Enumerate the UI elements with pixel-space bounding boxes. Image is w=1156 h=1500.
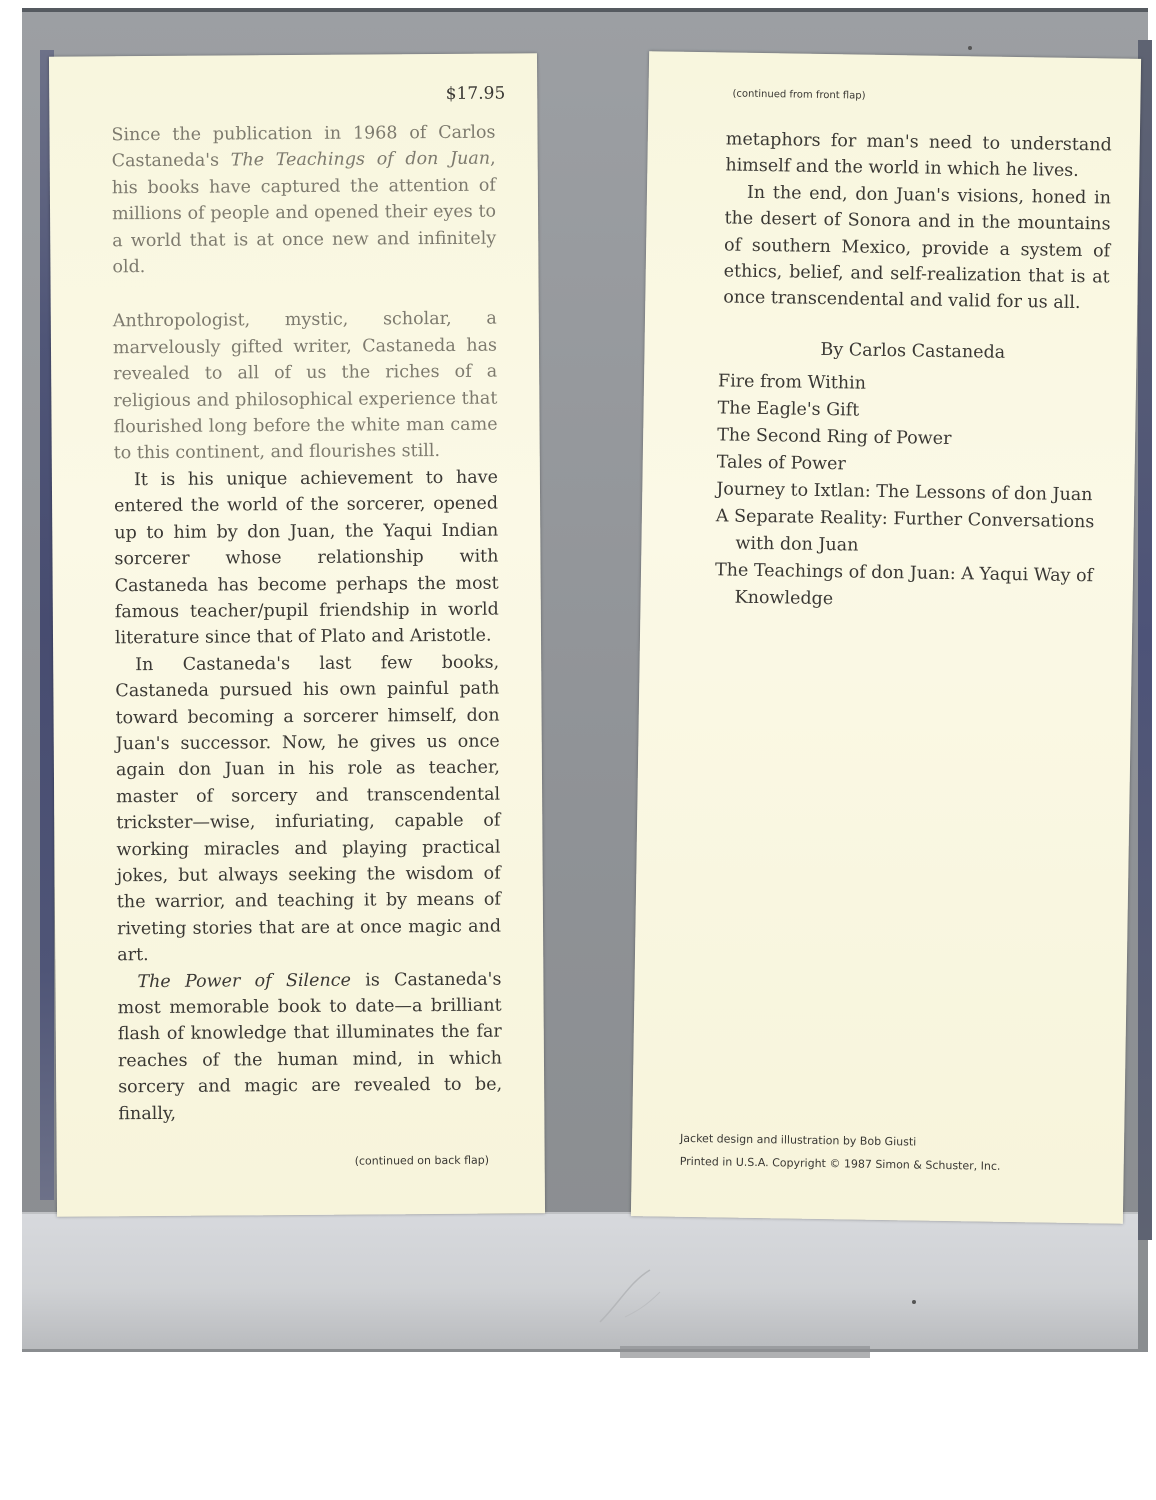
jacket-edge-right — [1138, 40, 1152, 1240]
continued-from-front-flap: (continued from front flap) — [732, 88, 866, 102]
credits — [680, 1127, 1001, 1178]
paragraph-in-the-end: In the end, don Juan's visions, honed in the desert of Sonora and in the mountains of southern Mexico, provide a system of ethics, belief, and self-realization that is at once transcendental and valid for us all. — [723, 182, 1112, 314]
paragraph-last-books: In Castaneda's last few books, Castaneda pursued his own painful path toward becoming a sorcerer himself, don Juan's successor. Now, he gives us once again don Juan in his role as teacher, master of sorcery and transcendental trickster—wise, infuriating, capable of working miracles and playing practical jokes, but always seeking the wisdom of the warrior, and teaching it by means of riveting stories that are at once magic and art. — [115, 652, 502, 966]
paragraph-intro: Since the publication in 1968 of Carlos Castaneda's The Teachings of don Juan, his books have captured the attention of millions of people and opened their eyes to a world that is at once new and infinitely old. — [111, 122, 497, 278]
book-list — [714, 368, 1118, 617]
paragraph-anthropologist: Anthropologist, mystic, scholar, a marvelously gifted writer, Castaneda has revealed to all of us the riches of a religious and philosophical experience that flourished long before the white man came to this continent, and flourishes still. — [112, 309, 498, 464]
copyright-line: Printed in U.S.A. Copyright © 1987 Simon & Schuster, Inc. — [679, 1154, 1001, 1173]
paragraph-power-of-silence: The Power of Silence is Castaneda's most memorable book to date—a brilliant flash of knowledge that illuminates the far reaches of the human mind, in which sorcery and magic are revealed to be, finally, — [117, 969, 503, 1124]
dust-speck — [912, 1300, 916, 1304]
back-flap — [631, 51, 1141, 1224]
price-label: $17.95 — [445, 83, 506, 104]
back-flap-text — [723, 126, 1112, 317]
paragraph-metaphors: metaphors for man's need to understand himself and the world in which he lives. — [725, 129, 1112, 182]
dust-speck — [968, 46, 972, 50]
front-flap-text — [111, 120, 502, 1128]
book-item: The Teachings of don Juan: A Yaqui Way of Knowledge — [714, 560, 1094, 610]
continued-on-back-flap: (continued on back flap) — [354, 1153, 490, 1168]
book-item: Fire from Within — [717, 371, 867, 394]
paper-crease-mark — [590, 1262, 680, 1332]
book-title-italic: The Power of Silence — [137, 970, 351, 992]
board-shadow — [620, 1346, 870, 1358]
book-title-italic: The Teachings of don Juan — [230, 149, 491, 171]
book-item: The Second Ring of Power — [716, 425, 952, 450]
paragraph-achievement: It is his unique achievement to have entered the world of the sorcerer, opened up to him by don Juan, the Yaqui Indian sorcerer whose relationship with Castaneda has become perhaps the most famous teacher/pupil friendship in world literature since that of Plato and Aristotle. — [114, 467, 499, 649]
design-credit: Jacket design and illustration by Bob Giusti — [680, 1131, 917, 1149]
book-item: The Eagle's Gift — [717, 398, 860, 421]
front-flap — [49, 53, 545, 1216]
board-bottom-edge — [22, 1212, 1138, 1349]
book-item: Tales of Power — [716, 452, 846, 475]
book-item: A Separate Reality: Further Conversations with don Juan — [715, 506, 1095, 556]
book-item: Journey to Ixtlan: The Lessons of don Juan — [716, 479, 1093, 506]
byline: By Carlos Castaneda — [820, 339, 1006, 363]
